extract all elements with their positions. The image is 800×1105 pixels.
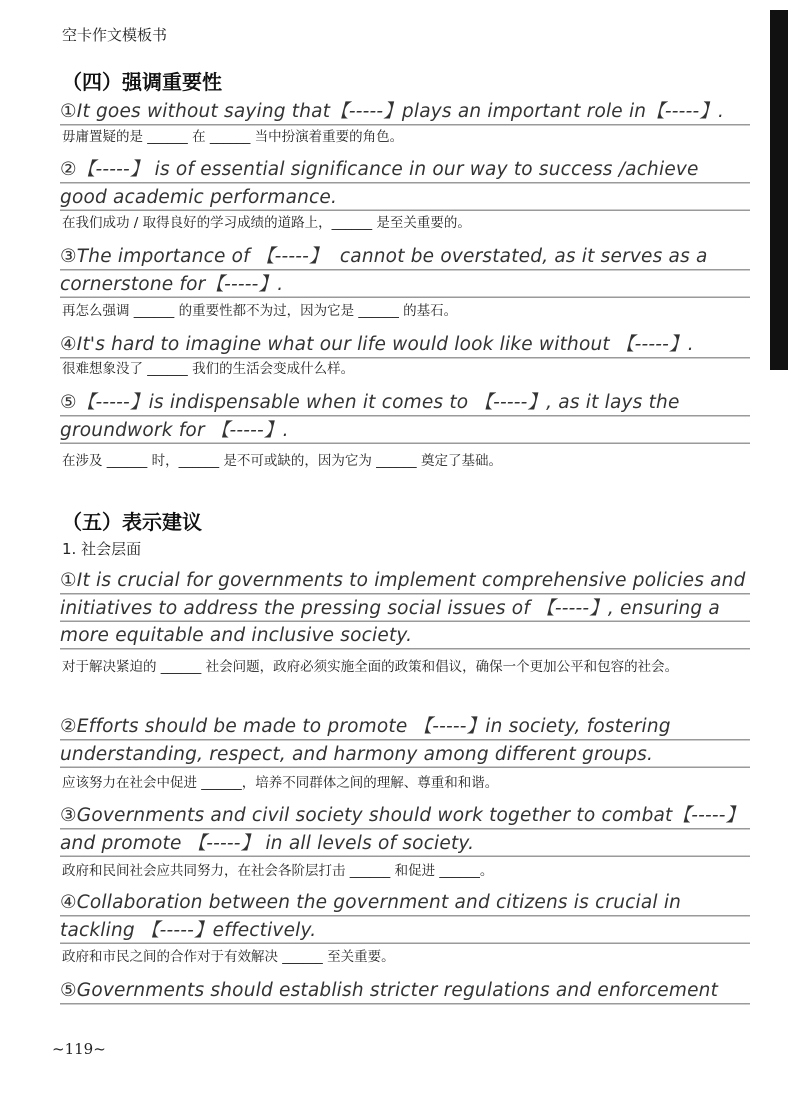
s4-item-1-en [60, 98, 750, 126]
s4-item-5-zh: 在涉及 ______ 时，______ 是不可或缺的，因为它为 ______ 奠定了基础。 [62, 453, 502, 469]
s5-item-4-num: ④ [60, 892, 77, 913]
s5-item-5-en [60, 977, 750, 1005]
s5-item-4-text: Collaboration between the government and citizens is crucial in tackling 【-----】effectively. [60, 892, 688, 941]
s4-item-4-zh: 很难想象没了 ______ 我们的生活会变成什么样。 [62, 361, 355, 377]
s5-item-5-text: Governments should establish stricter regulations and enforcement [76, 980, 719, 1001]
s5-item-1-en [60, 567, 750, 650]
s4-item-5-en [60, 389, 750, 444]
s5-item-1-text: It is crucial for governments to implement comprehensive policies and initiatives to address the pressing social issues of 【-----】, ensuring a more equitable and inclusive society. [60, 570, 752, 646]
s4-item-2-en [60, 156, 750, 211]
s4-item-5-num: ⑤ [60, 392, 77, 413]
s5-item-3-text: Governments and civil society should work together to combat【-----】 and promote 【-----】 in all levels of society. [60, 805, 751, 854]
s4-item-3-num: ③ [60, 246, 77, 267]
s5-item-4-zh: 政府和市民之间的合作对于有效解决 ______ 至关重要。 [62, 949, 395, 965]
book-header: 空卡作文模板书 [62, 26, 168, 44]
s4-item-3-zh: 再怎么强调 ______ 的重要性都不为过，因为它是 ______ 的基石。 [62, 303, 458, 319]
s4-item-1-num: ① [60, 101, 77, 122]
s4-item-2-num: ② [60, 159, 77, 180]
s5-item-2-num: ② [60, 716, 77, 737]
section-5-subtitle: 1. 社会层面 [62, 540, 142, 558]
s4-item-2-zh: 在我们成功 / 取得良好的学习成绩的道路上，______ 是至关重要的。 [62, 215, 471, 231]
s4-item-4-num: ④ [60, 334, 77, 355]
s4-item-1-zh: 毋庸置疑的是 ______ 在 ______ 当中扮演着重要的角色。 [62, 129, 404, 145]
s5-item-1-zh: 对于解决紧迫的 ______ 社会问题，政府必须实施全面的政策和倡议，确保一个更加公平和包容的社会。 [62, 659, 679, 675]
section-4-title: （四）强调重要性 [62, 70, 222, 94]
s4-item-3-text: The importance of 【-----】 cannot be overstated, as it serves as a cornerstone for【-----】. [60, 246, 714, 295]
s4-item-1-text: It goes without saying that【-----】plays an important role in【-----】. [76, 101, 725, 122]
s4-item-4-en [60, 331, 750, 359]
s5-item-5-num: ⑤ [60, 980, 77, 1001]
page-edge-bar [770, 10, 788, 370]
s5-item-2-text: Efforts should be made to promote 【-----】in society, fostering understanding, respect, and harmony among different groups. [60, 716, 677, 765]
section-5-title: （五）表示建议 [62, 510, 202, 534]
s5-item-2-zh: 应该努力在社会中促进 ______，培养不同群体之间的理解、尊重和和谐。 [62, 775, 499, 791]
s5-item-2-en [60, 713, 750, 768]
s5-item-4-en [60, 889, 750, 944]
s5-item-1-num: ① [60, 570, 77, 591]
page-number: ~119~ [52, 1040, 106, 1058]
s4-item-2-text: 【-----】 is of essential significance in our way to success /achieve good academic performance. [60, 159, 705, 208]
s4-item-5-text: 【-----】is indispensable when it comes to 【-----】, as it lays the groundwork for 【-----】. [60, 392, 686, 441]
s5-item-3-en [60, 802, 750, 857]
s4-item-3-en [60, 243, 750, 298]
s5-item-3-num: ③ [60, 805, 77, 826]
s4-item-4-text: It's hard to imagine what our life would look like without 【-----】. [76, 334, 694, 355]
s5-item-3-zh: 政府和民间社会应共同努力，在社会各阶层打击 ______ 和促进 ______。 [62, 863, 494, 879]
